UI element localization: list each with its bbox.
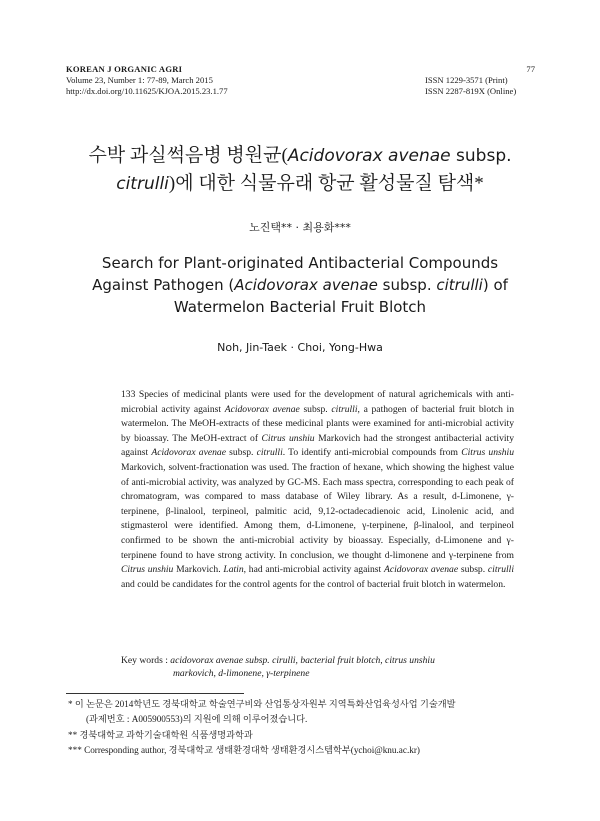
korean-authors: 노진택** · 최용화*** — [249, 221, 351, 234]
abstract-text: Markovich. — [173, 564, 224, 576]
abstract-text: subsp. — [299, 403, 332, 415]
issn-online: ISSN 2287-819X (Online) — [425, 86, 517, 96]
species-name: Acidovorax avenae — [151, 447, 226, 459]
species-name: citrulli — [116, 174, 169, 194]
english-title-line-3: Watermelon Bacterial Fruit Blotch — [173, 298, 427, 316]
abstract-text: subsp. — [458, 564, 488, 576]
english-title-text: ) of — [482, 276, 508, 294]
korean-title-line-1 — [0, 142, 600, 170]
species-name: citrulli — [487, 564, 515, 576]
english-title — [0, 252, 600, 318]
english-authors: Noh, Jin-Taek · Choi, Yong-Hwa — [217, 341, 383, 354]
abstract-text: and could be candidates for the control agents for the control of bacterial fruit blotch in watermelon. — [121, 578, 506, 590]
journal-name: KOREAN J ORGANIC AGRI — [66, 64, 183, 74]
footnote-funding: * 이 논문은 2014학년도 경북대학교 학술연구비와 산업통상자원부 지역특화산업육성사업 기술개발 — [68, 699, 456, 709]
keywords — [121, 654, 521, 680]
abstract-text: 133 Species of medicinal plants were used for the development of natural agrichemicals with anti-microbial activity against — [121, 389, 514, 415]
abstract-text: subsp. — [225, 447, 257, 459]
species-name: Citrus unshiu — [261, 432, 315, 444]
species-name: Acidovorax avenae — [287, 146, 451, 166]
abstract-text: Markovich had the strongest antibacterial activity against — [121, 432, 514, 459]
abstract — [121, 388, 514, 592]
species-name: Acidovorax avenae — [224, 403, 300, 415]
keywords-label: Key words : — [121, 655, 171, 666]
english-title-line-2 — [0, 274, 600, 296]
page-number: 77 — [526, 64, 535, 74]
english-title-line-1: Search for Plant-originated Antibacterial Compounds — [101, 254, 499, 272]
species-name: citrulli — [331, 403, 358, 415]
english-title-text: Against Pathogen ( — [92, 276, 235, 294]
abstract-text: Markovich, solvent-fractionation was used. The fraction of hexane, which showing the highest value of anti-microbial activity, was analyzed by GC-MS. Each mass spectra, corresponding to each peak of chromatogram, was compared to mass database of Wiley library. As a result, d-Limonene, γ-terpinene, β-linalool, terpineol, palmitic acid, 9,12-octadecadienoic acid, Linolenic acid, and stigmasterol were identified. Among them, d-Limonene, γ-terpinene, β-linalool, and terpineol confirmed to be shown the anti-microbial activity by bioassay. Especially, d-Limonene and γ-terpinene found to have strong activity. In conclusion, we thought d-limonene and γ-terpinene from — [121, 461, 514, 561]
footnotes — [68, 697, 548, 759]
footnote-divider — [66, 693, 244, 694]
species-name: Acidovorax avenae — [383, 564, 459, 576]
species-name: Citrus unshiu — [461, 447, 514, 459]
keywords-list: acidovorax avenae subsp. cirulli, bacterial fruit blotch, citrus unshiu — [170, 655, 435, 666]
korean-title-line-2 — [0, 170, 600, 198]
footnote-corresponding: *** Corresponding author, 경북대학교 생태환경대학 생태환경시스템학부(ychoi@knu.ac.kr) — [68, 745, 420, 756]
doi-link[interactable]: http://dx.doi.org/10.11625/KJOA.2015.23.1.77 — [66, 86, 228, 96]
issn-print: ISSN 1229-3571 (Print) — [425, 75, 508, 85]
species-name: Latin — [223, 564, 244, 576]
footnote-affiliation: ** 경북대학교 과학기술대학원 식품생명과학과 — [68, 729, 253, 740]
volume-info: Volume 23, Number 1: 77-89, March 2015 — [66, 75, 213, 85]
footnote-funding-cont: (과제번호 : A005900553)의 지원에 의해 이루어졌습니다. — [86, 714, 308, 725]
journal-header — [66, 64, 228, 97]
issn-block — [425, 64, 535, 97]
keywords-line-1 — [121, 654, 521, 667]
species-name: citrulli — [256, 447, 283, 459]
abstract-text: , a pathogen of bacterial fruit blotch in watermelon. The MeOH-extracts of these medicinal plants were examined for anti-microbial activity by bioassay. The MeOH-extract of — [121, 403, 514, 444]
abstract-text: . To identify anti-microbial compounds from — [282, 447, 462, 459]
korean-title — [0, 142, 600, 198]
species-name: citrulli — [436, 276, 483, 294]
species-name: Citrus unshiu — [121, 564, 174, 576]
korean-title-text: 수박 과실썩음병 병원균( — [88, 145, 288, 166]
species-name: Acidovorax avenae — [234, 276, 378, 294]
english-title-text: subsp. — [377, 276, 437, 294]
abstract-text: , had anti-microbial activity against — [243, 564, 384, 576]
korean-title-text: )에 대한 식물유래 항균 활성물질 탐색* — [168, 173, 484, 194]
korean-title-text: subsp. — [450, 146, 512, 166]
keywords-line-2: markovich, d-limonene, γ-terpinene — [173, 668, 310, 679]
